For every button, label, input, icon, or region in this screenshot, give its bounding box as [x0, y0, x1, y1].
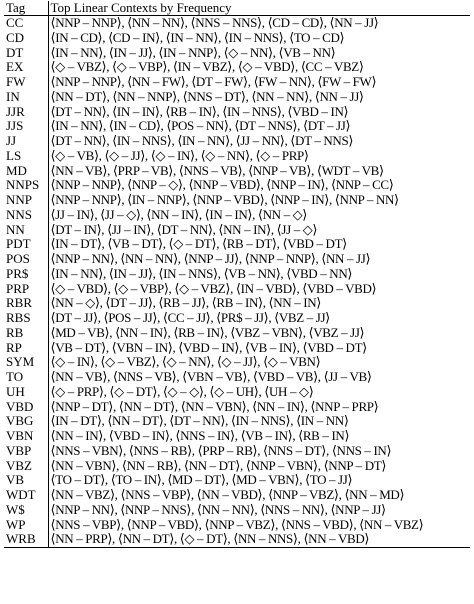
table-row: [4, 488, 470, 503]
header-tag: Tag: [4, 1, 48, 16]
tag-cell: JJS: [4, 119, 48, 134]
contexts-cell: ⟨NN – ◇⟩, ⟨DT – JJ⟩, ⟨RB – JJ⟩, ⟨RB – IN⟩, ⟨NN – IN⟩: [50, 296, 322, 311]
tag-cell: PRP: [4, 282, 48, 297]
contexts-cell: ⟨IN – DT⟩, ⟨NN – DT⟩, ⟨DT – NN⟩, ⟨IN – NNS⟩, ⟨IN – NN⟩: [50, 414, 349, 429]
contexts-cell: ⟨NN – VB⟩, ⟨NNS – VB⟩, ⟨VBN – VB⟩, ⟨VBD – VB⟩, ⟨JJ – VB⟩: [50, 370, 372, 384]
tag-cell: NN: [4, 223, 48, 238]
tag-cell: UH: [4, 385, 48, 400]
tag-cell: PR$: [4, 267, 48, 282]
tag-cell: DT: [4, 46, 48, 61]
table-row: [4, 193, 470, 208]
tag-cell: RBS: [4, 311, 48, 326]
contexts-cell: ⟨◇ – VB⟩, ⟨◇ – JJ⟩, ⟨◇ – IN⟩, ⟨◇ – NN⟩, ⟨◇ – PRP⟩: [50, 148, 309, 163]
tag-cell: VBP: [4, 444, 48, 459]
table-row: [4, 326, 470, 341]
table-row: [4, 518, 470, 533]
contexts-cell: ⟨IN – NN⟩, ⟨IN – JJ⟩, ⟨IN – NNP⟩, ⟨◇ – NN⟩, ⟨VB – NN⟩: [50, 45, 336, 60]
table-row: [4, 16, 470, 31]
tag-cell: WDT: [4, 488, 48, 503]
contexts-cell: ⟨DT – JJ⟩, ⟨POS – JJ⟩, ⟨CC – JJ⟩, ⟨PR$ – JJ⟩, ⟨VBZ – JJ⟩: [50, 311, 330, 325]
tag-cell: IN: [4, 90, 48, 105]
tag-cell: TO: [4, 370, 48, 385]
tag-cell: WP: [4, 518, 48, 533]
contexts-cell: ⟨JJ – IN⟩, ⟨JJ – ◇⟩, ⟨NN – IN⟩, ⟨IN – IN⟩, ⟨NN – ◇⟩: [50, 207, 308, 222]
tag-cell: RB: [4, 326, 48, 341]
contexts-cell: ⟨◇ – VBD⟩, ⟨◇ – VBP⟩, ⟨◇ – VBZ⟩, ⟨IN – VBD⟩, ⟨VBD – VBD⟩: [50, 281, 377, 296]
contexts-cell: ⟨IN – CD⟩, ⟨CD – IN⟩, ⟨IN – NN⟩, ⟨IN – NNS⟩, ⟨TO – CD⟩: [50, 30, 345, 45]
contexts-cell: ⟨IN – DT⟩, ⟨VB – DT⟩, ⟨◇ – DT⟩, ⟨RB – DT⟩, ⟨VBD – DT⟩: [50, 237, 347, 252]
table-row: [4, 75, 470, 90]
tag-cell: VBZ: [4, 459, 48, 474]
tag-cell: VBN: [4, 429, 48, 444]
table-row: [4, 370, 470, 385]
table-row: [4, 31, 470, 46]
contexts-cell: ⟨NNP – NNP⟩, ⟨NN – FW⟩, ⟨DT – FW⟩, ⟨FW – NN⟩, ⟨FW – FW⟩: [50, 75, 377, 89]
tag-cell: VB: [4, 473, 48, 488]
contexts-cell: ⟨NNS – VBN⟩, ⟨NNS – RB⟩, ⟨PRP – RB⟩, ⟨NNS – DT⟩, ⟨NNS – IN⟩: [50, 443, 392, 458]
tag-cell: JJR: [4, 105, 48, 120]
contexts-cell: ⟨DT – NN⟩, ⟨IN – NNS⟩, ⟨IN – NN⟩, ⟨JJ – NN⟩, ⟨DT – NNS⟩: [50, 134, 354, 148]
contexts-cell: ⟨IN – NN⟩, ⟨IN – JJ⟩, ⟨IN – NNS⟩, ⟨VB – NN⟩, ⟨VBD – NN⟩: [50, 266, 353, 281]
contexts-cell: ⟨TO – DT⟩, ⟨TO – IN⟩, ⟨MD – DT⟩, ⟨MD – VBN⟩, ⟨TO – JJ⟩: [50, 473, 353, 488]
contexts-cell: ⟨MD – VB⟩, ⟨NN – IN⟩, ⟨RB – IN⟩, ⟨VBZ – VBN⟩, ⟨VBZ – JJ⟩: [50, 325, 365, 340]
contexts-cell: ⟨NNP – NN⟩, ⟨NN – NN⟩, ⟨NNP – JJ⟩, ⟨NNP – NNP⟩, ⟨NN – JJ⟩: [50, 252, 371, 266]
table-row: [4, 149, 470, 164]
contexts-cell: ⟨NNP – NNP⟩, ⟨NN – NN⟩, ⟨NNS – NNS⟩, ⟨CD – CD⟩, ⟨NN – JJ⟩: [50, 15, 379, 30]
contexts-cell: ⟨◇ – IN⟩, ⟨◇ – VBZ⟩, ⟨◇ – NN⟩, ⟨◇ – JJ⟩, ⟨◇ – VBN⟩: [50, 355, 321, 370]
table-row: [4, 60, 470, 75]
contexts-cell: ⟨NNP – DT⟩, ⟨NN – DT⟩, ⟨NN – VBN⟩, ⟨NN – IN⟩, ⟨NNP – PRP⟩: [50, 399, 379, 414]
table-row: [4, 282, 470, 297]
table-row: [4, 459, 470, 474]
table-row: [4, 252, 470, 267]
contexts-cell: ⟨DT – NN⟩, ⟨IN – IN⟩, ⟨RB – IN⟩, ⟨IN – NNS⟩, ⟨VBD – IN⟩: [50, 104, 349, 119]
tag-cell: NNP: [4, 193, 48, 208]
contexts-cell: ⟨◇ – VBZ⟩, ⟨◇ – VBP⟩, ⟨IN – VBZ⟩, ⟨◇ – VBD⟩, ⟨CC – VBZ⟩: [50, 60, 364, 75]
table-row: [4, 341, 470, 356]
tag-cell: EX: [4, 60, 48, 75]
tag-cell: VBD: [4, 400, 48, 415]
contexts-cell: ⟨VB – DT⟩, ⟨VBN – IN⟩, ⟨VBD – IN⟩, ⟨VB – IN⟩, ⟨VBD – DT⟩: [50, 340, 367, 355]
table-row: [4, 105, 470, 120]
tag-cell: CD: [4, 31, 48, 46]
table-row: [4, 134, 470, 149]
tag-cell: NNS: [4, 208, 48, 223]
contexts-cell: ⟨NN – PRP⟩, ⟨NN – DT⟩, ⟨◇ – DT⟩, ⟨NN – NNS⟩, ⟨NN – VBD⟩: [48, 532, 470, 547]
tag-cell: NNPS: [4, 178, 48, 193]
table-row: [4, 429, 470, 444]
tag-cell: VBG: [4, 414, 48, 429]
contexts-cell: ⟨NN – VB⟩, ⟨PRP – VB⟩, ⟨NNS – VB⟩, ⟨NNP – VB⟩, ⟨WDT – VB⟩: [50, 163, 384, 178]
table-row: [4, 355, 470, 370]
contexts-cell: ⟨◇ – PRP⟩, ⟨◇ – DT⟩, ⟨◇ – ◇⟩, ⟨◇ – UH⟩, ⟨UH – ◇⟩: [50, 384, 314, 399]
tag-cell: FW: [4, 75, 48, 90]
tag-cell: PDT: [4, 237, 48, 252]
table-row: [4, 503, 470, 518]
table-row: [4, 311, 470, 326]
table-row: [4, 178, 470, 193]
table-row: [4, 223, 470, 238]
table-row: [4, 46, 470, 61]
tag-cell: MD: [4, 164, 48, 179]
tag-cell: LS: [4, 149, 48, 164]
table-row: [4, 267, 470, 282]
table-row: [4, 208, 470, 223]
contexts-cell: ⟨NNS – VBP⟩, ⟨NNP – VBD⟩, ⟨NNP – VBZ⟩, ⟨NNS – VBD⟩, ⟨NN – VBZ⟩: [50, 517, 424, 532]
tag-cell: W$: [4, 503, 48, 518]
contexts-cell: ⟨NNP – NNP⟩, ⟨NNP – ◇⟩, ⟨NNP – VBD⟩, ⟨NNP – IN⟩, ⟨NNP – CC⟩: [50, 178, 394, 193]
contexts-cell: ⟨NN – IN⟩, ⟨VBD – IN⟩, ⟨NNS – IN⟩, ⟨VB – IN⟩, ⟨RB – IN⟩: [50, 429, 350, 443]
table-header-row: [4, 1, 470, 16]
table-row: [4, 385, 470, 400]
tag-cell: CC: [4, 16, 48, 31]
contexts-cell: ⟨NN – DT⟩, ⟨NN – NNP⟩, ⟨NNS – DT⟩, ⟨NN – NN⟩, ⟨NN – JJ⟩: [50, 89, 364, 104]
tag-cell: WRB: [4, 532, 48, 547]
tag-cell: SYM: [4, 355, 48, 370]
table-row: [4, 237, 470, 252]
tag-cell: JJ: [4, 134, 48, 149]
table-body: [4, 16, 470, 548]
header-contexts: Top Linear Contexts by Frequency: [48, 1, 470, 16]
contexts-cell: ⟨NN – VBZ⟩, ⟨NNS – VBP⟩, ⟨NN – VBD⟩, ⟨NNP – VBZ⟩, ⟨NN – MD⟩: [50, 488, 405, 502]
table-row: [4, 164, 470, 179]
table-row: [4, 296, 470, 311]
table-row: [4, 532, 470, 547]
table-row: [4, 414, 470, 429]
table-row: [4, 90, 470, 105]
table-row: [4, 119, 470, 134]
contexts-cell: ⟨DT – IN⟩, ⟨JJ – IN⟩, ⟨DT – NN⟩, ⟨NN – IN⟩, ⟨JJ – ◇⟩: [50, 222, 318, 237]
tag-cell: RBR: [4, 296, 48, 311]
tag-cell: POS: [4, 252, 48, 267]
table-row: [4, 444, 470, 459]
contexts-cell: ⟨NNP – NN⟩, ⟨NNP – NNS⟩, ⟨NN – NN⟩, ⟨NNS – NN⟩, ⟨NNP – JJ⟩: [50, 502, 386, 517]
contexts-cell: ⟨NN – VBN⟩, ⟨NN – RB⟩, ⟨NN – DT⟩, ⟨NNP – VBN⟩, ⟨NNP – DT⟩: [50, 458, 387, 473]
tag-cell: RP: [4, 341, 48, 356]
table-row: [4, 473, 470, 488]
pos-context-table: [4, 1, 470, 548]
table-row: [4, 400, 470, 415]
contexts-cell: ⟨IN – NN⟩, ⟨IN – CD⟩, ⟨POS – NN⟩, ⟨DT – NNS⟩, ⟨DT – JJ⟩: [50, 119, 351, 134]
contexts-cell: ⟨NNP – NNP⟩, ⟨IN – NNP⟩, ⟨NNP – VBD⟩, ⟨NNP – IN⟩, ⟨NNP – NN⟩: [50, 193, 399, 207]
